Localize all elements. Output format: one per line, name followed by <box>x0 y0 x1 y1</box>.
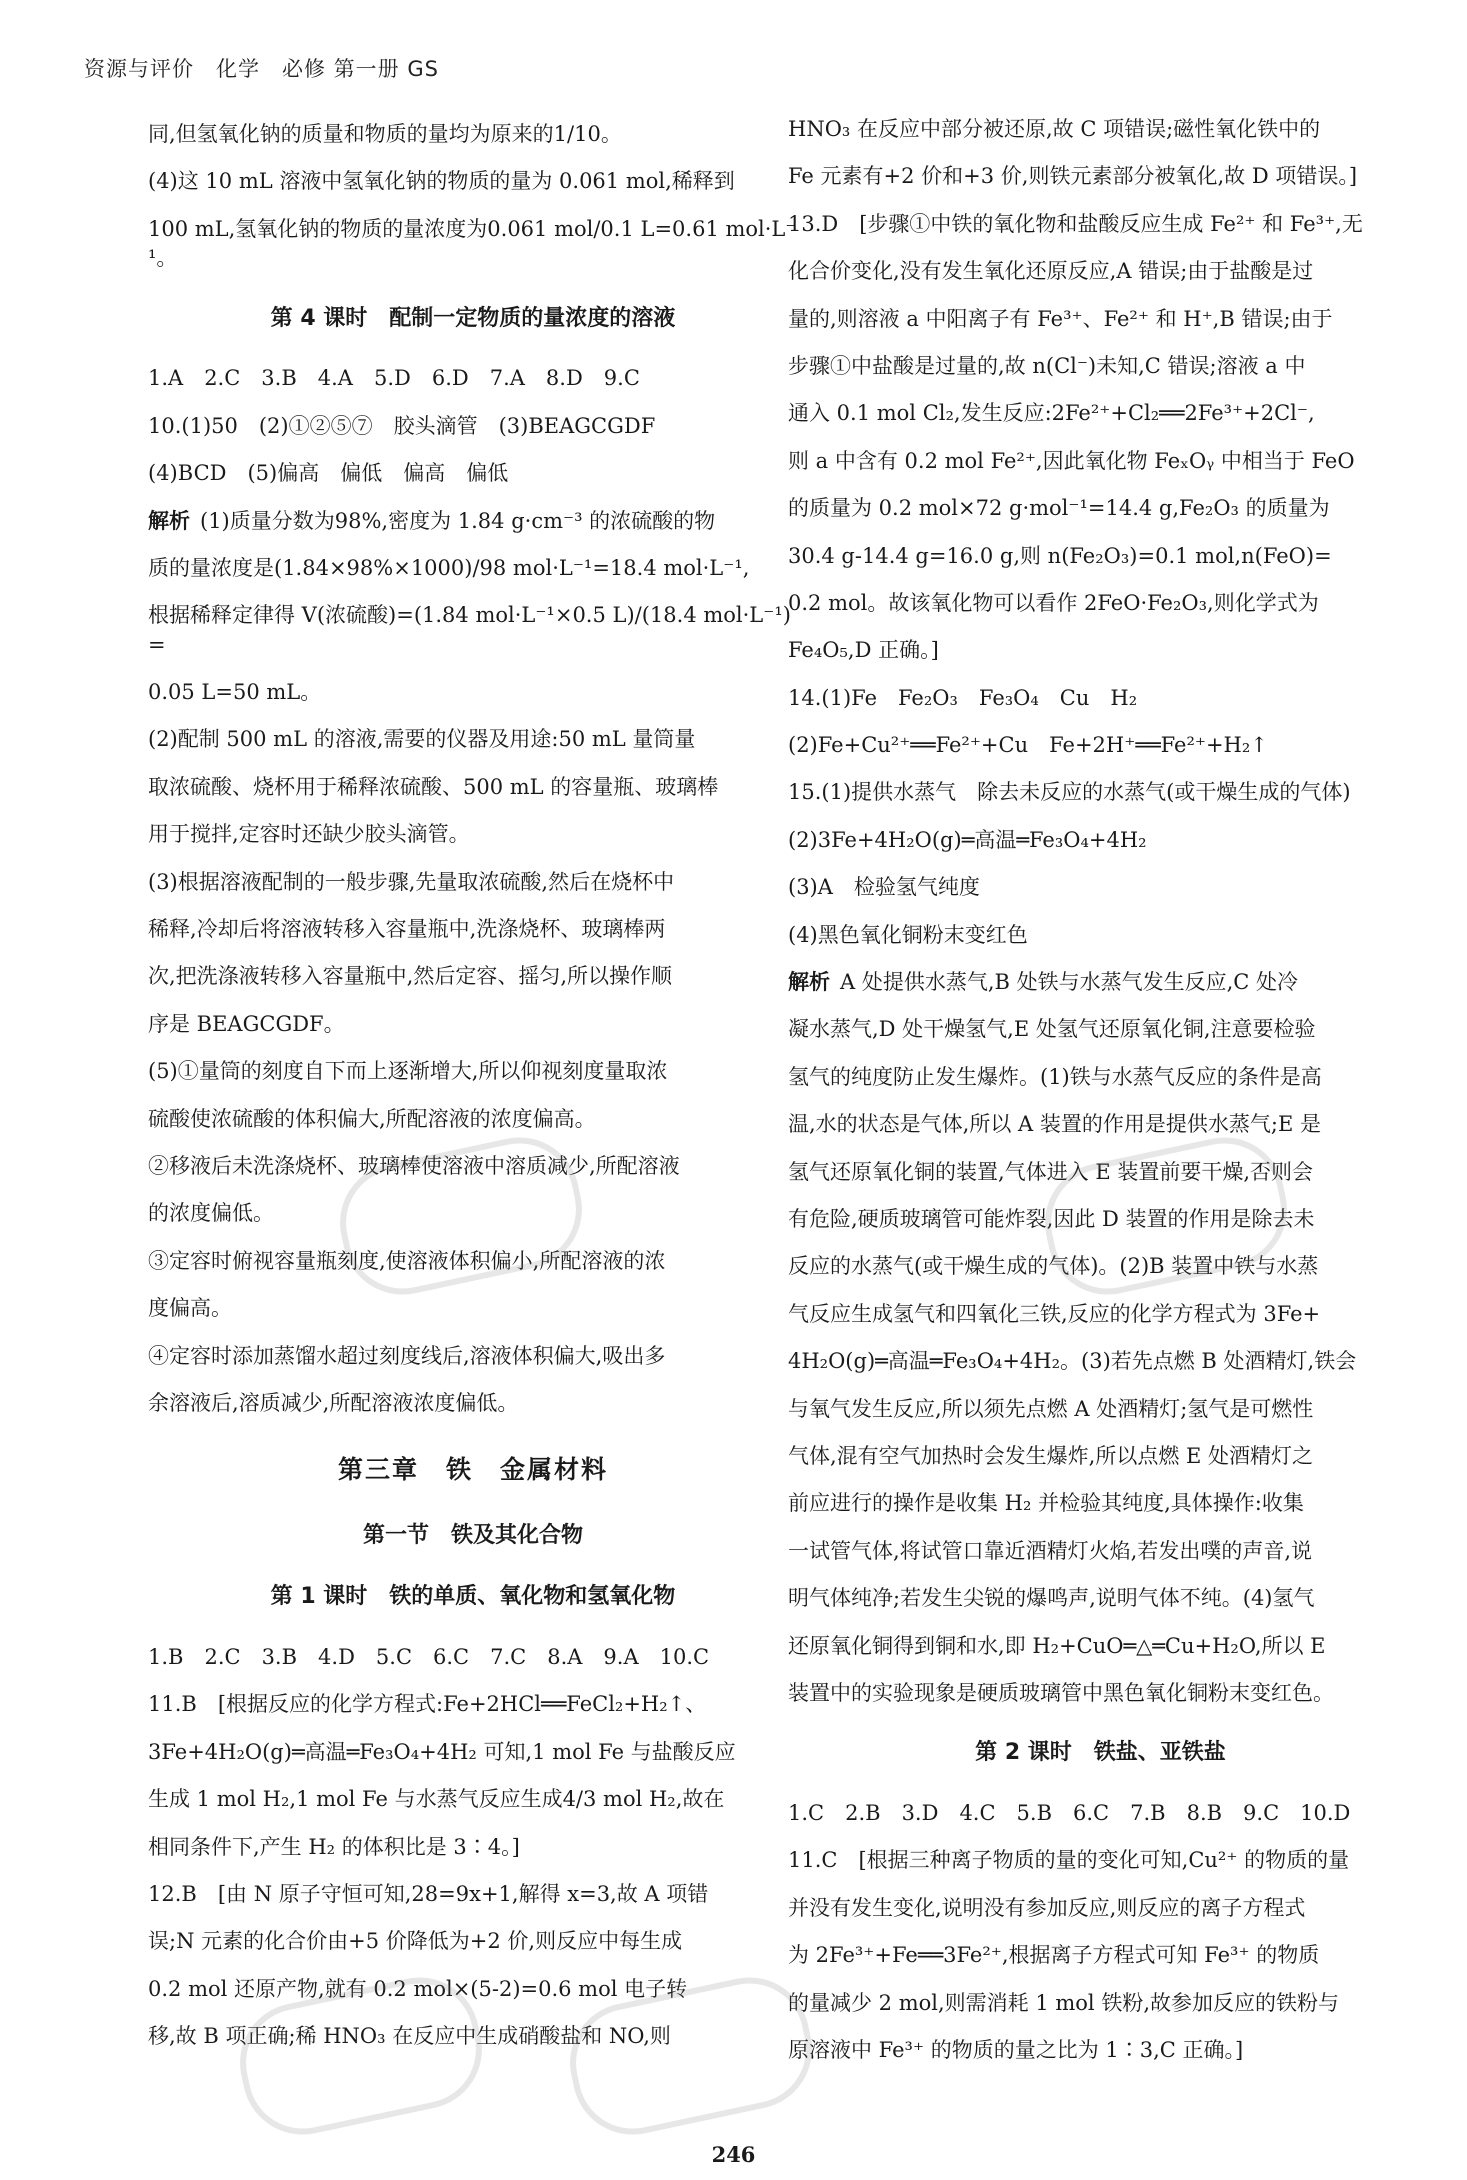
text-line: 12.B [由 N 原子守恒可知,28=9x+1,解得 x=3,故 A 项错 <box>148 1881 709 1906</box>
text-line: 用于搅拌,定容时还缺少胶头滴管。 <box>148 822 470 847</box>
text-line: 的量减少 2 mol,则需消耗 1 mol 铁粉,故参加反应的铁粉与 <box>788 1990 1339 2015</box>
text-line: 根据稀释定律得 V(浓硫酸)=(1.84 mol·L⁻¹×0.5 L)/(18.4 mol·L⁻¹)= <box>148 603 791 657</box>
text-line: 稀释,冷却后将溶液转移入容量瓶中,洗涤烧杯、玻璃棒两 <box>148 917 666 942</box>
text-line: (3)A 检验氢气纯度 <box>788 875 980 900</box>
text-line: 1.B 2.C 3.B 4.D 5.C 6.C 7.C 8.A 9.A 10.C <box>148 1644 710 1669</box>
text-line: 相同条件下,产生 H₂ 的体积比是 3∶4。] <box>148 1834 520 1859</box>
text-line: 氢气还原氧化铜的装置,气体进入 E 装置前要干燥,否则会 <box>788 1159 1314 1184</box>
text-line: 的浓度偏低。 <box>148 1201 274 1226</box>
text-line: 余溶液后,溶质减少,所配溶液浓度偏低。 <box>148 1390 519 1415</box>
text-line: 前应进行的操作是收集 H₂ 并检验其纯度,具体操作:收集 <box>788 1491 1304 1516</box>
text-line: 量的,则溶液 a 中阳离子有 Fe³⁺、Fe²⁺ 和 H⁺,B 错误;由于 <box>788 306 1333 331</box>
text-line: 原溶液中 Fe³⁺ 的物质的量之比为 1∶3,C 正确。] <box>788 2038 1244 2063</box>
analysis-label: 解析 <box>148 508 190 533</box>
text-line: ④定容时添加蒸馏水超过刻度线后,溶液体积偏大,吸出多 <box>148 1343 666 1368</box>
text-line: 10.(1)50 (2)①②⑤⑦ 胶头滴管 (3)BEAGCGDF <box>148 413 656 438</box>
text-line: 明气体纯净;若发生尖锐的爆鸣声,说明气体不纯。(4)氢气 <box>788 1586 1315 1611</box>
text-line: 的质量为 0.2 mol×72 g·mol⁻¹=14.4 g,Fe₂O₃ 的质量为 <box>788 496 1330 521</box>
text-line: ②移液后未洗涤烧杯、玻璃棒使溶液中溶质减少,所配溶液 <box>148 1154 680 1178</box>
text-line: 误;N 元素的化合价由+5 价降低为+2 价,则反应中每生成 <box>148 1929 683 1954</box>
running-header: 资源与评价 化学 必修 第一册 GS <box>84 57 439 81</box>
text-line: 14.(1)Fe Fe₂O₃ Fe₃O₄ Cu H₂ <box>788 685 1138 710</box>
text-line: (4)这 10 mL 溶液中氢氧化钠的物质的量为 0.061 mol,稀释到 <box>148 169 735 194</box>
analysis-label: 解析 <box>788 970 830 995</box>
text-line: Fe₄O₅,D 正确。] <box>788 638 939 663</box>
text-line: 则 a 中含有 0.2 mol Fe²⁺,因此氧化物 FeₓOᵧ 中相当于 FeO <box>788 448 1355 473</box>
text-line: 同,但氢氧化钠的质量和物质的量均为原来的1/10。 <box>148 122 622 146</box>
text-line: 化合价变化,没有发生氧化还原反应,A 错误;由于盐酸是过 <box>788 259 1314 284</box>
left-column <box>148 120 798 2069</box>
text-line: 还原氧化铜得到铜和水,即 H₂+CuO═△═Cu+H₂O,所以 E <box>788 1633 1326 1658</box>
text-line: 步骤①中盐酸是过量的,故 n(Cl⁻)未知,C 错误;溶液 a 中 <box>788 353 1306 378</box>
analysis-paragraph <box>788 968 1413 997</box>
right-column <box>788 115 1413 2083</box>
text-line: 移,故 B 项正确;稀 HNO₃ 在反应中生成硝酸盐和 NO,则 <box>148 2024 671 2049</box>
text-line: 15.(1)提供水蒸气 除去未反应的水蒸气(或干燥生成的气体) <box>788 780 1351 805</box>
text-line: 气反应生成氢气和四氧化三铁,反应的化学方程式为 3Fe+ <box>788 1301 1321 1326</box>
text-line: (4)黑色氧化铜粉末变红色 <box>788 922 1028 947</box>
text-line: 0.2 mol。故该氧化物可以看作 2FeO·Fe₂O₃,则化学式为 <box>788 590 1319 615</box>
text-line: 通入 0.1 mol Cl₂,发生反应:2Fe²⁺+Cl₂══2Fe³⁺+2Cl⁻, <box>788 401 1315 426</box>
text-line: 0.2 mol 还原产物,就有 0.2 mol×(5-2)=0.6 mol 电子转 <box>148 1976 688 2001</box>
section-heading: 第 1 课时 铁的单质、氧化物和氢氧化物 <box>270 1584 676 1610</box>
text-line: 0.05 L=50 mL。 <box>148 680 322 705</box>
text-line: 与氧气发生反应,所以须先点燃 A 处酒精灯;氢气是可燃性 <box>788 1396 1314 1421</box>
text-line: 气体,混有空气加热时会发生爆炸,所以点燃 E 处酒精灯之 <box>788 1443 1314 1468</box>
text-line: 并没有发生变化,说明没有参加反应,则反应的离子方程式 <box>788 1895 1306 1920</box>
text-line: (2)配制 500 mL 的溶液,需要的仪器及用途:50 mL 量筒量 <box>148 727 696 752</box>
text-line: 一试管气体,将试管口靠近酒精灯火焰,若发出噗的声音,说 <box>788 1538 1313 1563</box>
text-line: (3)根据溶液配制的一般步骤,先量取浓硫酸,然后在烧杯中 <box>148 869 675 894</box>
text-line: 生成 1 mol H₂,1 mol Fe 与水蒸气反应生成4/3 mol H₂,故在 <box>148 1787 725 1812</box>
text-line: 100 mL,氢氧化钠的物质的量浓度为0.061 mol/0.1 L=0.61 mol·L⁻¹。 <box>148 216 797 271</box>
page-number: 246 <box>711 2142 756 2167</box>
text-line: 序是 BEAGCGDF。 <box>148 1011 345 1036</box>
text-line: (5)①量筒的刻度自下而上逐渐增大,所以仰视刻度量取浓 <box>148 1059 668 1084</box>
chapter-title: 第三章 铁 金属材料 <box>337 1455 608 1485</box>
text-line: 取浓硫酸、烧杯用于稀释浓硫酸、500 mL 的容量瓶、玻璃棒 <box>148 774 719 799</box>
text-line: ③定容时俯视容量瓶刻度,使溶液体积偏小,所配溶液的浓 <box>148 1248 666 1273</box>
text-line: 1.C 2.B 3.D 4.C 5.B 6.C 7.B 8.B 9.C 10.D <box>788 1801 1351 1826</box>
text-line: 4H₂O(g)═高温═Fe₃O₄+4H₂。(3)若先点燃 B 处酒精灯,铁会 <box>788 1349 1357 1374</box>
analysis-text: (1)质量分数为98%,密度为 1.84 g·cm⁻³ 的浓硫酸的物 <box>200 508 716 533</box>
text-line: 30.4 g-14.4 g=16.0 g,则 n(Fe₂O₃)=0.1 mol,n(FeO)= <box>788 543 1332 568</box>
analysis-paragraph <box>148 507 798 536</box>
text-line: (2)3Fe+4H₂O(g)═高温═Fe₃O₄+4H₂ <box>788 827 1147 852</box>
text-line: 温,水的状态是气体,所以 A 装置的作用是提供水蒸气;E 是 <box>788 1112 1321 1137</box>
text-line: 有危险,硬质玻璃管可能炸裂,因此 D 装置的作用是除去未 <box>788 1206 1315 1231</box>
analysis-text: A 处提供水蒸气,B 处铁与水蒸气发生反应,C 处冷 <box>840 970 1299 995</box>
section-heading: 第一节 铁及其化合物 <box>362 1523 583 1549</box>
text-line: Fe 元素有+2 价和+3 价,则铁元素部分被氧化,故 D 项错误。] <box>788 164 1358 189</box>
text-line: (2)Fe+Cu²⁺══Fe²⁺+Cu Fe+2H⁺══Fe²⁺+H₂↑ <box>788 733 1268 758</box>
text-line: 度偏高。 <box>148 1296 232 1321</box>
text-line: 装置中的实验现象是硬质玻璃管中黑色氧化铜粉末变红色。 <box>788 1680 1334 1705</box>
text-line: 次,把洗涤液转移入容量瓶中,然后定容、摇匀,所以操作顺 <box>148 964 673 989</box>
text-line: 硫酸使浓硫酸的体积偏大,所配溶液的浓度偏高。 <box>148 1106 596 1131</box>
text-line: (4)BCD (5)偏高 偏低 偏高 偏低 <box>148 461 509 486</box>
text-line: 质的量浓度是(1.84×98%×1000)/98 mol·L⁻¹=18.4 mol·L⁻¹, <box>148 555 750 580</box>
text-line: 13.D [步骤①中铁的氧化物和盐酸反应生成 Fe²⁺ 和 Fe³⁺,无 <box>788 211 1363 236</box>
section-heading: 第 4 课时 配制一定物质的量浓度的溶液 <box>270 305 676 331</box>
section-heading: 第 2 课时 铁盐、亚铁盐 <box>975 1740 1226 1766</box>
text-line: HNO₃ 在反应中部分被还原,故 C 项错误;磁性氧化铁中的 <box>788 117 1321 141</box>
text-line: 1.A 2.C 3.B 4.A 5.D 6.D 7.A 8.D 9.C <box>148 366 640 391</box>
text-line: 11.B [根据反应的化学方程式:Fe+2HCl══FeCl₂+H₂↑、 <box>148 1692 707 1717</box>
text-line: 反应的水蒸气(或干燥生成的气体)。(2)B 装置中铁与水蒸 <box>788 1254 1319 1279</box>
text-line: 凝水蒸气,D 处干燥氢气,E 处氢气还原氧化铜,注意要检验 <box>788 1017 1316 1042</box>
text-line: 为 2Fe³⁺+Fe══3Fe²⁺,根据离子方程式可知 Fe³⁺ 的物质 <box>788 1943 1320 1968</box>
text-line: 11.C [根据三种离子物质的量的变化可知,Cu²⁺ 的物质的量 <box>788 1848 1350 1873</box>
text-line: 氢气的纯度防止发生爆炸。(1)铁与水蒸气反应的条件是高 <box>788 1064 1322 1089</box>
text-line: 3Fe+4H₂O(g)═高温═Fe₃O₄+4H₂ 可知,1 mol Fe 与盐酸反应 <box>148 1739 736 1764</box>
